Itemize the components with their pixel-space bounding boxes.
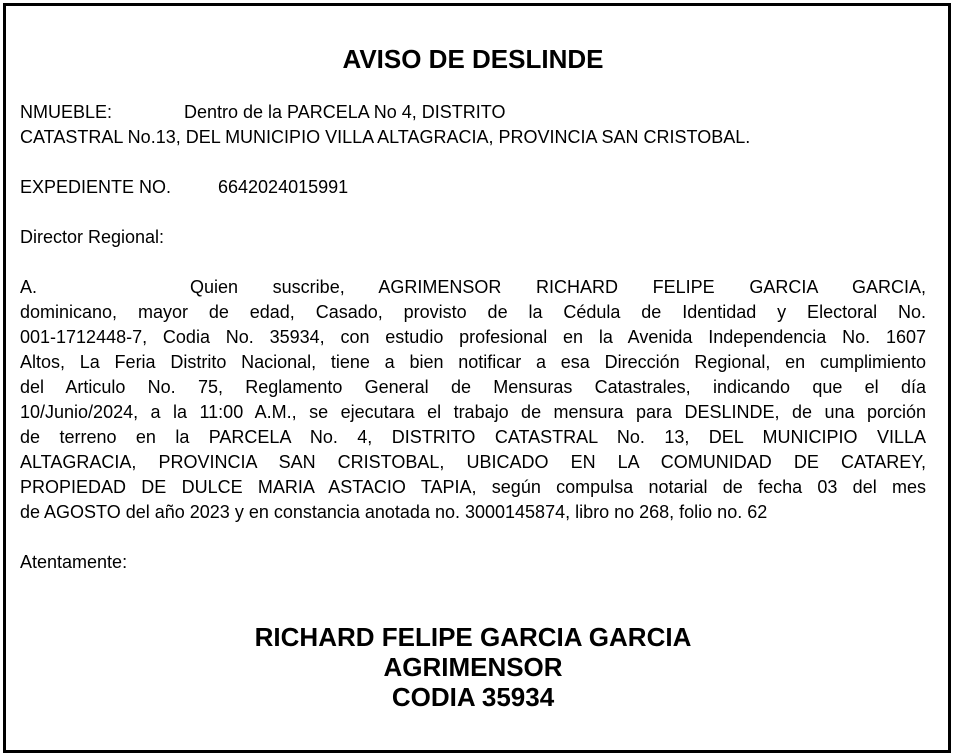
body-line-9: PROPIEDAD DE DULCE MARIA ASTACIO TAPIA, según compulsa notarial de fecha 03 del mes	[20, 477, 926, 497]
body-line-10: de AGOSTO del año 2023 y en constancia anotada no. 3000145874, libro no 268, folio no. 62	[20, 502, 768, 522]
notice-body	[20, 275, 926, 525]
body-line-8: ALTAGRACIA, PROVINCIA SAN CRISTOBAL, UBICADO EN LA COMUNIDAD DE CATAREY,	[20, 452, 926, 472]
body-line-3: 001-1712448-7, Codia No. 35934, con estudio profesional en la Avenida Independencia No. 1607	[20, 327, 926, 347]
body-line-7: de terreno en la PARCELA No. 4, DISTRITO CATASTRAL No. 13, DEL MUNICIPIO VILLA	[20, 427, 926, 447]
notice-title: AVISO DE DESLINDE	[342, 44, 604, 74]
body-line-5: del Articulo No. 75, Reglamento General de Mensuras Catastrales, indicando que el día	[20, 377, 926, 397]
inmueble-section	[20, 100, 926, 150]
body-line-4: Altos, La Feria Distrito Nacional, tiene a bien notificar a esa Dirección Regional, en cumplimiento	[20, 352, 926, 372]
body-marker: A.	[20, 277, 38, 297]
inmueble-line-2: CATASTRAL No.13, DEL MUNICIPIO VILLA ALTAGRACIA, PROVINCIA SAN CRISTOBAL.	[20, 127, 751, 147]
body-line-2: dominicano, mayor de edad, Casado, provisto de la Cédula de Identidad y Electoral No.	[20, 302, 926, 322]
expediente-label: EXPEDIENTE NO.	[20, 177, 172, 197]
signature-codia: CODIA 35934	[391, 682, 555, 712]
signature-profession: AGRIMENSOR	[383, 652, 563, 682]
inmueble-line-1	[20, 100, 926, 125]
expediente-number: 6642024015991	[218, 177, 349, 197]
body-line-1-text: Quien suscribe, AGRIMENSOR RICHARD FELIPE GARCIA GARCIA,	[190, 277, 926, 297]
body-line-1	[20, 275, 926, 300]
inmueble-label: NMUEBLE:	[20, 102, 113, 122]
signature-name: RICHARD FELIPE GARCIA GARCIA	[254, 622, 692, 652]
body-line-6: 10/Junio/2024, a la 11:00 A.M., se ejecutara el trabajo de mensura para DESLINDE, de una porción	[20, 402, 926, 422]
signature-block	[20, 622, 926, 712]
director-regional-salutation: Director Regional:	[20, 227, 165, 247]
inmueble-value: Dentro de la PARCELA No 4, DISTRITO	[184, 102, 506, 122]
expediente-line	[20, 175, 926, 200]
closing-atentamente: Atentamente:	[20, 552, 128, 572]
expediente-section	[20, 175, 926, 200]
